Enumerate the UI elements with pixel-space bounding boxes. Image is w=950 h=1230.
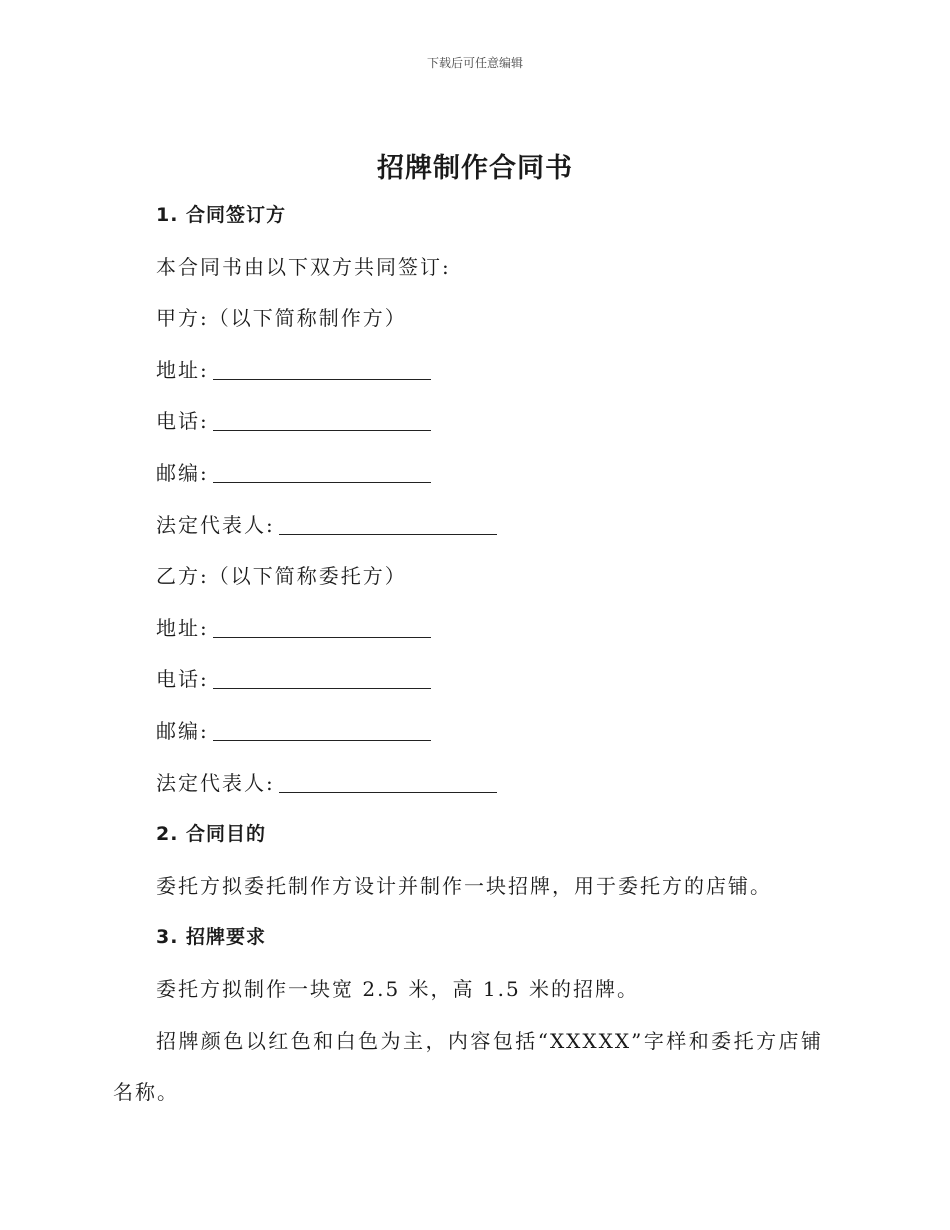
party-b-address-label: 地址: xyxy=(156,615,209,640)
party-b-address-blank[interactable] xyxy=(213,615,431,638)
section-2-heading: 2. 合同目的 xyxy=(156,823,267,846)
party-b-phone-row xyxy=(113,654,823,706)
party-b-postcode-label: 邮编: xyxy=(156,718,209,743)
section-1-intro: 本合同书由以下双方共同签订: xyxy=(156,254,451,279)
section-3-text-2: 招牌颜色以红色和白色为主，内容包括“XXXXX”字样和委托方店铺名称。 xyxy=(113,1028,823,1105)
party-a-address-label: 地址: xyxy=(156,357,209,382)
section-1-heading: 1. 合同签订方 xyxy=(156,204,287,226)
party-b-postcode-row xyxy=(113,706,823,758)
party-b-rep-blank[interactable] xyxy=(279,770,497,793)
section-2-text: 委托方拟委托制作方设计并制作一块招牌，用于委托方的店铺。 xyxy=(156,873,772,898)
party-a-phone-row xyxy=(113,396,823,448)
party-b-rep-label: 法定代表人: xyxy=(156,770,275,795)
section-3-heading: 3. 招牌要求 xyxy=(156,926,267,949)
document-title: 招牌制作合同书 xyxy=(377,153,573,184)
header-note: 下载后可任意编辑 xyxy=(426,56,523,70)
document-body xyxy=(113,190,823,1119)
party-b-postcode-blank[interactable] xyxy=(213,718,431,741)
party-a-phone-label: 电话: xyxy=(156,409,209,434)
party-a-postcode-blank[interactable] xyxy=(213,460,431,483)
party-b-address-row xyxy=(113,603,823,655)
party-b-phone-label: 电话: xyxy=(156,667,209,692)
party-a-rep-blank[interactable] xyxy=(279,512,497,535)
party-a-address-blank[interactable] xyxy=(213,357,431,380)
party-a-rep-label: 法定代表人: xyxy=(156,512,275,537)
party-a-rep-row xyxy=(113,500,823,552)
party-b-phone-blank[interactable] xyxy=(213,666,431,689)
section-3-text-1: 委托方拟制作一块宽 2.5 米，高 1.5 米的招牌。 xyxy=(156,976,640,1001)
party-a-phone-blank[interactable] xyxy=(213,408,431,431)
party-a-postcode-row xyxy=(113,448,823,500)
party-a-address-row xyxy=(113,345,823,397)
party-b-rep-row xyxy=(113,758,823,810)
party-a-label: 甲方:（以下简称制作方） xyxy=(156,306,407,331)
party-b-label: 乙方:（以下简称委托方） xyxy=(156,564,407,589)
party-a-postcode-label: 邮编: xyxy=(156,460,209,485)
